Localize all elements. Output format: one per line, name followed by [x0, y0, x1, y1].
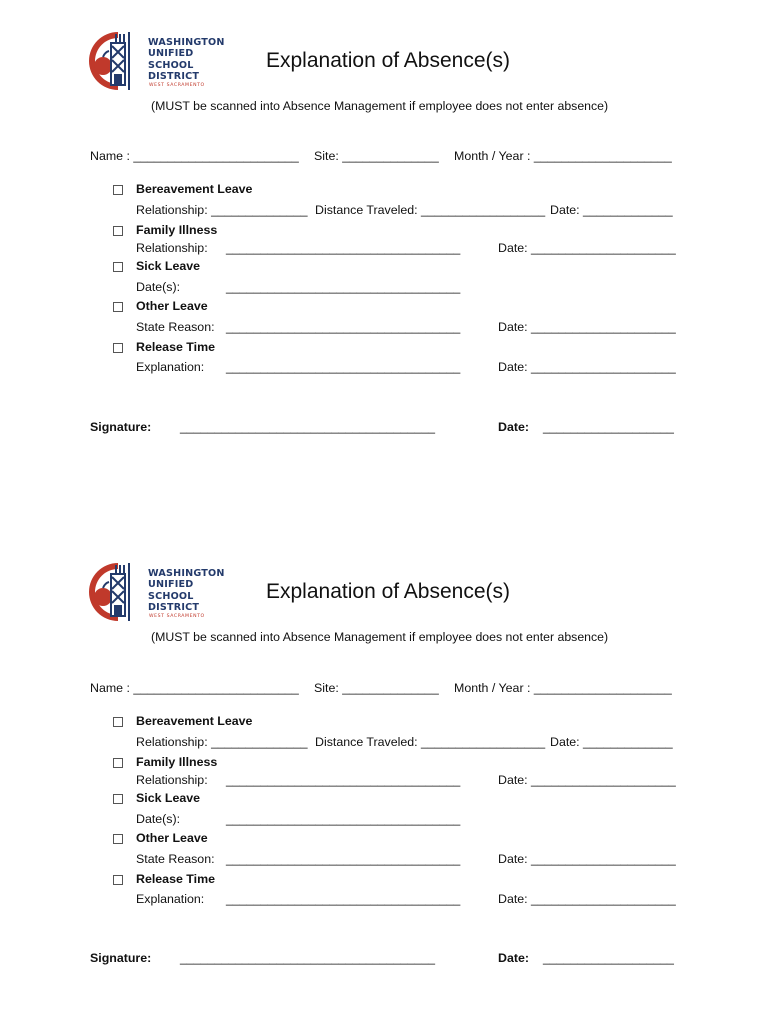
other-leave-label: Other Leave [136, 299, 208, 313]
signature-date-label: Date: [498, 951, 529, 965]
explanation-field[interactable]: __________________________________ [226, 892, 461, 906]
explanation-label: Explanation: [136, 360, 205, 374]
logo-wordmark [148, 37, 225, 83]
logo-line: SCHOOL [148, 59, 194, 71]
logo-line: WASHINGTON [148, 568, 225, 579]
logo-line: SCHOOL [148, 590, 194, 602]
other-leave-checkbox[interactable] [113, 834, 123, 844]
signature-field[interactable]: _____________________________________ [180, 951, 435, 965]
signature-field[interactable]: _____________________________________ [180, 420, 435, 434]
state-reason-field[interactable]: __________________________________ [226, 320, 461, 334]
explanation-label: Explanation: [136, 892, 205, 906]
bereavement-label: Bereavement Leave [136, 182, 253, 196]
form-subtitle: (MUST be scanned into Absence Management if employee does not enter absence) [151, 630, 609, 644]
bereavement-date-field[interactable]: Date: _____________ [550, 735, 673, 749]
family-illness-checkbox[interactable] [113, 226, 123, 236]
state-reason-field[interactable]: __________________________________ [226, 852, 461, 866]
logo-line: UNIFIED [148, 48, 194, 60]
family-illness-relationship-label: Relationship: [136, 773, 208, 787]
bereavement-checkbox[interactable] [113, 717, 123, 727]
signature-label: Signature: [90, 951, 152, 965]
form-title: Explanation of Absence(s) [266, 580, 510, 603]
state-reason-label: State Reason: [136, 852, 215, 866]
bereavement-checkbox[interactable] [113, 185, 123, 195]
sick-leave-dates-field[interactable]: __________________________________ [226, 280, 461, 294]
family-illness-relationship-field[interactable]: __________________________________ [226, 241, 461, 255]
release-time-checkbox[interactable] [113, 875, 123, 885]
state-reason-label: State Reason: [136, 320, 215, 334]
sick-leave-dates-label: Date(s): [136, 812, 181, 826]
signature-label: Signature: [90, 420, 152, 434]
bereavement-label: Bereavement Leave [136, 714, 253, 728]
other-leave-label: Other Leave [136, 831, 208, 845]
explanation-field[interactable]: __________________________________ [226, 360, 461, 374]
distance-traveled-field[interactable]: Distance Traveled: __________________ [315, 203, 546, 217]
form-subtitle: (MUST be scanned into Absence Management if employee does not enter absence) [151, 99, 609, 113]
family-illness-label: Family Illness [136, 223, 218, 237]
district-logo [88, 28, 238, 94]
logo-line: UNIFIED [148, 579, 194, 591]
other-leave-date-field[interactable]: Date: _____________________ [498, 320, 676, 334]
distance-traveled-field[interactable]: Distance Traveled: __________________ [315, 735, 546, 749]
logo-subtext: WEST SACRAMENTO [149, 614, 205, 619]
logo-line: WASHINGTON [148, 37, 225, 48]
month-year-field[interactable]: Month / Year : ____________________ [454, 149, 672, 163]
family-illness-label: Family Illness [136, 755, 218, 769]
name-field[interactable]: Name : ________________________ [90, 149, 299, 163]
district-logo [88, 559, 238, 625]
logo-line: DISTRICT [148, 602, 200, 614]
release-time-label: Release Time [136, 872, 215, 886]
family-illness-date-field[interactable]: Date: _____________________ [498, 241, 676, 255]
district-logo-icon [88, 559, 148, 625]
logo-wordmark [148, 568, 225, 614]
family-illness-checkbox[interactable] [113, 758, 123, 768]
name-field[interactable]: Name : ________________________ [90, 681, 299, 695]
logo-subtext: WEST SACRAMENTO [149, 83, 205, 88]
signature-date-field[interactable]: ___________________ [543, 951, 674, 965]
family-illness-relationship-field[interactable]: __________________________________ [226, 773, 461, 787]
other-leave-date-field[interactable]: Date: _____________________ [498, 852, 676, 866]
site-field[interactable]: Site: ______________ [314, 149, 439, 163]
sick-leave-checkbox[interactable] [113, 262, 123, 272]
month-year-field[interactable]: Month / Year : ____________________ [454, 681, 672, 695]
signature-date-field[interactable]: ___________________ [543, 420, 674, 434]
absence-form-1 [0, 0, 770, 500]
logo-line: DISTRICT [148, 71, 200, 83]
other-leave-checkbox[interactable] [113, 302, 123, 312]
family-illness-date-field[interactable]: Date: _____________________ [498, 773, 676, 787]
release-time-label: Release Time [136, 340, 215, 354]
sick-leave-dates-field[interactable]: __________________________________ [226, 812, 461, 826]
bereavement-relationship-field[interactable]: Relationship: ______________ [136, 735, 308, 749]
district-logo-icon [88, 28, 148, 94]
release-time-checkbox[interactable] [113, 343, 123, 353]
sick-leave-checkbox[interactable] [113, 794, 123, 804]
bereavement-date-field[interactable]: Date: _____________ [550, 203, 673, 217]
form-title: Explanation of Absence(s) [266, 49, 510, 72]
site-field[interactable]: Site: ______________ [314, 681, 439, 695]
absence-form-2 [0, 531, 770, 1031]
family-illness-relationship-label: Relationship: [136, 241, 208, 255]
release-time-date-field[interactable]: Date: _____________________ [498, 892, 676, 906]
bereavement-relationship-field[interactable]: Relationship: ______________ [136, 203, 308, 217]
release-time-date-field[interactable]: Date: _____________________ [498, 360, 676, 374]
signature-date-label: Date: [498, 420, 529, 434]
sick-leave-label: Sick Leave [136, 259, 201, 273]
sick-leave-label: Sick Leave [136, 791, 201, 805]
sick-leave-dates-label: Date(s): [136, 280, 181, 294]
